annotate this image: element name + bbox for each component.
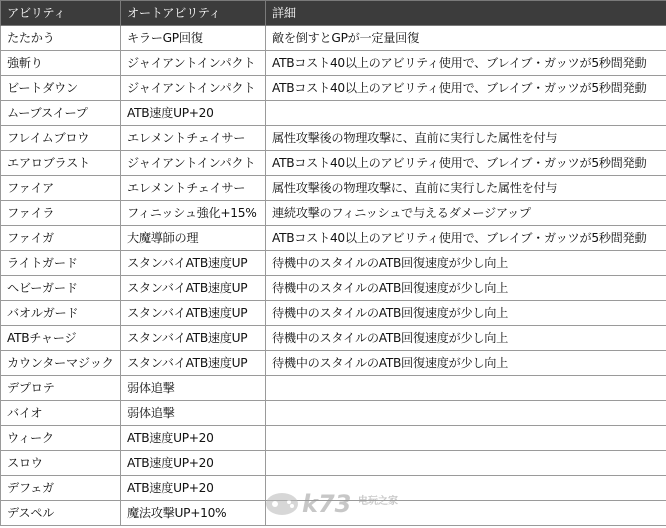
auto-ability-cell: 弱体追撃 [121,401,266,426]
auto-ability-cell: ATB速度UP+20 [121,451,266,476]
ability-cell: バオルガード [1,301,121,326]
table-row [1,226,666,251]
auto-ability-cell: ジャイアントインパクト [121,151,266,176]
table-row [1,26,666,51]
details-cell: ATBコスト40以上のアビリティ使用で、ブレイブ・ガッツが5秒間発動 [266,51,666,76]
table-row [1,501,666,526]
header-ability: アビリティ [1,1,121,26]
table-row [1,276,666,301]
details-cell: ATBコスト40以上のアビリティ使用で、ブレイブ・ガッツが5秒間発動 [266,151,666,176]
table-row [1,251,666,276]
ability-cell: 強斬り [1,51,121,76]
auto-ability-cell: ジャイアントインパクト [121,76,266,101]
ability-cell: ファイガ [1,226,121,251]
auto-ability-cell: フィニッシュ強化+15% [121,201,266,226]
table-row [1,51,666,76]
details-cell [266,501,666,526]
table-row [1,401,666,426]
auto-ability-cell: ATB速度UP+20 [121,476,266,501]
ability-cell: カウンターマジック [1,351,121,376]
table-row [1,101,666,126]
auto-ability-cell: スタンバイATB速度UP [121,351,266,376]
table-row [1,201,666,226]
details-cell: 待機中のスタイルのATB回復速度が少し向上 [266,301,666,326]
details-cell: ATBコスト40以上のアビリティ使用で、ブレイブ・ガッツが5秒間発動 [266,76,666,101]
details-cell [266,451,666,476]
auto-ability-cell: 大魔導師の理 [121,226,266,251]
auto-ability-cell: スタンバイATB速度UP [121,276,266,301]
auto-ability-cell: スタンバイATB速度UP [121,301,266,326]
header-details: 詳細 [266,1,666,26]
details-cell: 属性攻撃後の物理攻撃に、直前に実行した属性を付与 [266,176,666,201]
table-row [1,126,666,151]
table-row [1,351,666,376]
table-row [1,426,666,451]
table-row [1,301,666,326]
details-cell [266,426,666,451]
header-auto-ability: オートアビリティ [121,1,266,26]
ability-cell: ATBチャージ [1,326,121,351]
ability-cell: ファイア [1,176,121,201]
details-cell: 待機中のスタイルのATB回復速度が少し向上 [266,251,666,276]
table-row [1,76,666,101]
ability-cell: デプロテ [1,376,121,401]
ability-cell: ファイラ [1,201,121,226]
auto-ability-cell: 魔法攻撃UP+10% [121,501,266,526]
header-row [1,1,666,26]
details-cell: 待機中のスタイルのATB回復速度が少し向上 [266,326,666,351]
table-row [1,376,666,401]
auto-ability-cell: スタンバイATB速度UP [121,251,266,276]
ability-cell: ライトガード [1,251,121,276]
details-cell [266,376,666,401]
watermark-text: k73 [302,490,352,518]
ability-cell: フレイムブロウ [1,126,121,151]
details-cell: 待機中のスタイルのATB回復速度が少し向上 [266,351,666,376]
details-cell: ATBコスト40以上のアビリティ使用で、ブレイブ・ガッツが5秒間発動 [266,226,666,251]
details-cell [266,401,666,426]
table-body [1,26,666,526]
auto-ability-cell: キラーGP回復 [121,26,266,51]
auto-ability-cell: ATB速度UP+20 [121,426,266,451]
ability-cell: デフェガ [1,476,121,501]
details-cell: 属性攻撃後の物理攻撃に、直前に実行した属性を付与 [266,126,666,151]
ability-cell: バイオ [1,401,121,426]
ability-cell: たたかう [1,26,121,51]
watermark-subtext: 电玩之家 [358,496,398,507]
ability-cell: デスペル [1,501,121,526]
details-cell: 連続攻撃のフィニッシュで与えるダメージアップ [266,201,666,226]
ability-cell: ムーブスイープ [1,101,121,126]
ability-cell: ビートダウン [1,76,121,101]
table-header [1,1,666,26]
ability-cell: ウィーク [1,426,121,451]
details-cell [266,101,666,126]
table-row [1,176,666,201]
auto-ability-cell: エレメントチェイサー [121,176,266,201]
auto-ability-cell: ATB速度UP+20 [121,101,266,126]
details-cell: 敵を倒すとGPが一定量回復 [266,26,666,51]
auto-ability-cell: ジャイアントインパクト [121,51,266,76]
auto-ability-cell: スタンバイATB速度UP [121,326,266,351]
details-cell [266,476,666,501]
auto-ability-cell: 弱体追撃 [121,376,266,401]
table-row [1,451,666,476]
ability-cell: スロウ [1,451,121,476]
details-cell: 待機中のスタイルのATB回復速度が少し向上 [266,276,666,301]
auto-ability-cell: エレメントチェイサー [121,126,266,151]
table-row [1,151,666,176]
table-row [1,476,666,501]
ability-cell: エアロブラスト [1,151,121,176]
ability-cell: ヘビーガード [1,276,121,301]
table-row [1,326,666,351]
